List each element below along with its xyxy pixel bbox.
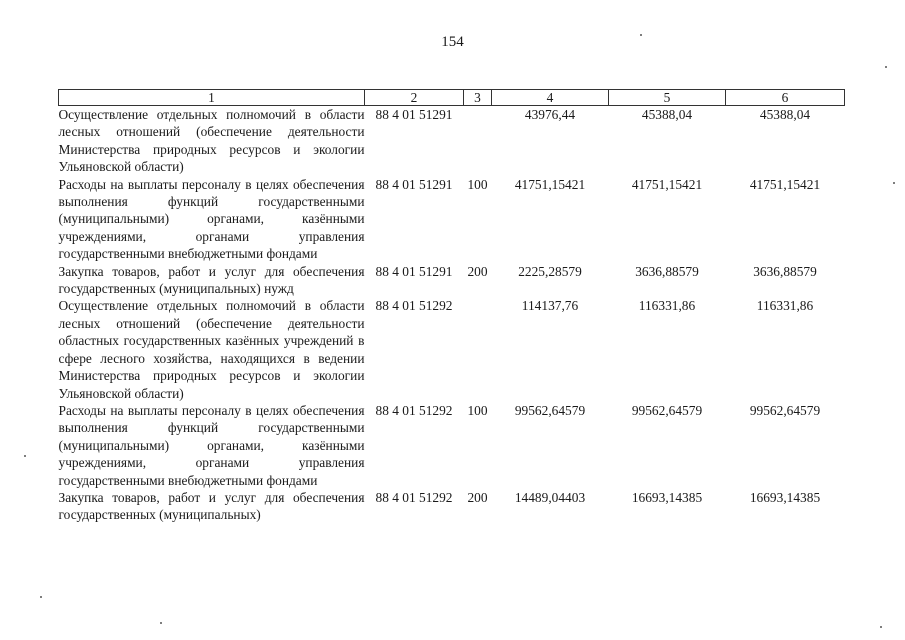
- row-value-col-4: 43976,44: [524, 107, 576, 122]
- header-col-6: 6: [726, 90, 845, 106]
- table-row: [59, 489, 845, 524]
- table-row: [59, 176, 845, 263]
- row-value-col-6: 3636,88579: [753, 263, 817, 279]
- header-row: [59, 90, 845, 106]
- row-expense-type: [464, 106, 492, 176]
- scan-speck: [893, 182, 895, 184]
- row-value-col-4: 41751,15421: [514, 176, 586, 192]
- row-description: Осуществление отдельных полномочий в области лесных отношений (обеспечение деятельности областных государственных казённых учреждений в сфере лесного хозяйства, находящихся в ведении Министерства природных ресурсов и экологии Ульяновской области): [58, 298, 365, 401]
- row-value-col-5: 41751,15421: [631, 176, 703, 192]
- header-col-3: 3: [464, 90, 492, 106]
- table-row: [59, 297, 845, 401]
- header-col-1: 1: [59, 90, 365, 106]
- row-expense-type: 200: [467, 489, 488, 505]
- row-description: Закупка товаров, работ и услуг для обеспечения государственных (муниципальных) нужд: [58, 263, 365, 297]
- row-value-col-4: 114137,76: [521, 298, 579, 314]
- row-expense-type: 100: [467, 176, 488, 192]
- row-value-col-6: 116331,86: [756, 298, 814, 314]
- row-expense-type: 100: [467, 402, 488, 418]
- scan-speck: [885, 66, 887, 68]
- row-value-col-6: 45388,04: [759, 107, 811, 122]
- header-col-4: 4: [492, 90, 609, 106]
- row-value-col-6: 16693,14385: [749, 489, 821, 505]
- row-code: 88 4 01 51291: [375, 263, 453, 279]
- row-code: 88 4 01 51292: [375, 298, 453, 314]
- row-value-col-4: 99562,64579: [514, 402, 586, 418]
- row-description: Закупка товаров, работ и услуг для обеспечения государственных (муниципальных): [58, 489, 365, 523]
- row-description: Расходы на выплаты персоналу в целях обеспечения выполнения функций государственными (муниципальными) органами, казёнными учреждениями, органами управления государственными внебюджетными фондами: [58, 176, 365, 262]
- row-value-col-4: 2225,28579: [518, 263, 582, 279]
- row-expense-type: [464, 297, 492, 401]
- row-value-col-5: 99562,64579: [631, 402, 703, 418]
- table-header: [59, 90, 845, 106]
- row-value-col-5: 116331,86: [638, 298, 696, 314]
- header-col-2: 2: [365, 90, 464, 106]
- header-col-5: 5: [609, 90, 726, 106]
- row-code: 88 4 01 51292: [375, 402, 453, 418]
- table-row: [59, 263, 845, 298]
- row-value-col-5: 16693,14385: [631, 489, 703, 505]
- page-number: 154: [441, 34, 464, 50]
- row-code: 88 4 01 51291: [375, 176, 453, 192]
- row-description: Расходы на выплаты персоналу в целях обеспечения выполнения функций государственными (муниципальными) органами, казёнными учреждениями, органами управления государственными внебюджетными фондами: [58, 402, 365, 488]
- row-value-col-4: 14489,04403: [514, 489, 586, 505]
- row-code: 88 4 01 51292: [375, 489, 453, 505]
- row-value-col-6: 99562,64579: [749, 402, 821, 418]
- row-code: 88 4 01 51291: [375, 107, 453, 122]
- scan-speck: [880, 626, 882, 628]
- scan-speck: [640, 34, 642, 36]
- row-value-col-5: 45388,04: [641, 107, 693, 122]
- scan-speck: [40, 596, 42, 598]
- row-description: Осуществление отдельных полномочий в области лесных отношений (обеспечение деятельности Министерства природных ресурсов и экологии Ульяновской области): [58, 107, 365, 175]
- table-row: [59, 402, 845, 489]
- row-value-col-5: 3636,88579: [635, 263, 699, 279]
- scan-speck: [160, 622, 162, 624]
- row-expense-type: 200: [467, 263, 488, 279]
- table-row: [59, 106, 845, 176]
- scan-speck: [24, 455, 26, 457]
- row-value-col-6: 41751,15421: [749, 176, 821, 192]
- budget-table: [58, 89, 845, 524]
